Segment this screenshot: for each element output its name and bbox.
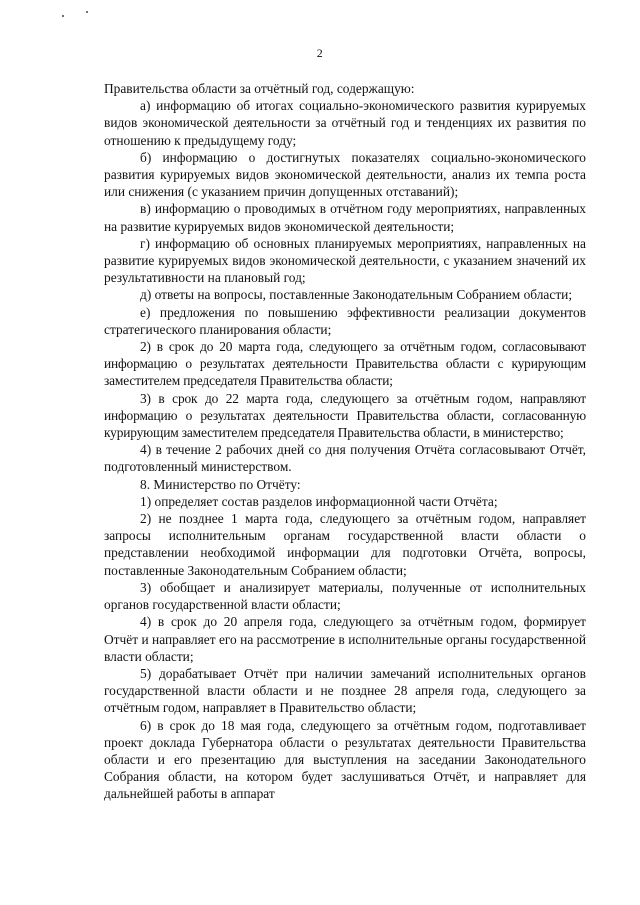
paragraph-section8-item-6: 6) в срок до 18 мая года, следующего за отчётным годом, подготавливает проект доклада Губернатора области о результатах деятельности Правительства области и его презентацию для выступления на заседании Законодательного Собрания области, на котором будет заслушиваться Отчёт, и направляет для дальнейшей работы в аппарат — [104, 717, 586, 802]
paragraph-item-d: д) ответы на вопросы, поставленные Законодательным Собранием области; — [140, 287, 573, 303]
paragraph-continuation: Правительства области за отчётный год, содержащую: — [104, 81, 415, 96]
paragraph-section8-item-1: 1) определяет состав разделов информационной части Отчёта; — [140, 493, 498, 509]
paragraph-item-3: 3) в срок до 22 марта года, следующего за отчётным годом, направляют информацию о результатах деятельности Правительства области, согласованную курирующим заместителем председателя Правительства области, в министерство; — [104, 390, 586, 441]
scan-artifact-dot — [62, 15, 64, 17]
paragraph-item-g: г) информацию об основных планируемых мероприятиях, направленных на развитие курируемых видов экономической деятельности, с указанием значений их результативности на плановый год; — [104, 235, 586, 286]
paragraph-item-4: 4) в течение 2 рабочих дней со дня получения Отчёта согласовывают Отчёт, подготовленный министерством. — [104, 442, 586, 475]
paragraph-item-v: в) информацию о проводимых в отчётном году мероприятиях, направленных на развитие курируемых видов экономической деятельности; — [104, 201, 586, 234]
document-body — [104, 80, 586, 803]
paragraph-item-2: 2) в срок до 20 марта года, следующего за отчётным годом, согласовывают информацию о результатах деятельности Правительства области с курирующим заместителем председателя Правительства области; — [104, 339, 586, 389]
paragraph-item-b: б) информацию о достигнутых показателях социально-экономического развития курируемых видов экономической деятельности, анализ их темпа роста или снижения (с указанием причин допущенных отставаний); — [104, 149, 586, 200]
paragraph-section8-item-5: 5) дорабатывает Отчёт при наличии замечаний исполнительных органов государственной власти области и не позднее 28 апреля года, следующего за отчётным годом, направляет в Правительство области; — [104, 665, 586, 716]
paragraph-section8-item-3: 3) обобщает и анализирует материалы, полученные от исполнительных органов государственной власти области; — [104, 579, 586, 613]
section-heading-8: 8. Министерство по Отчёту: — [140, 476, 301, 492]
paragraph-item-e: е) предложения по повышению эффективности реализации документов стратегического планирования области; — [104, 304, 586, 337]
scan-artifact-dot — [86, 11, 88, 13]
paragraph-section8-item-4: 4) в срок до 20 апреля года, следующего за отчётным годом, формирует Отчёт и направляет его на рассмотрение в исполнительные органы государственной власти области; — [104, 614, 586, 664]
page-number: 2 — [316, 46, 324, 60]
paragraph-item-a: а) информацию об итогах социально-экономического развития курируемых видов экономической деятельности за отчётный год и тенденциях их развития по отношению к предыдущему году; — [104, 98, 586, 148]
paragraph-section8-item-2: 2) не позднее 1 марта года, следующего за отчётным годом, направляет запросы исполнительным органам государственной власти области о представлении необходимой информации для подготовки Отчёта, вопросы, поставленные Законодательным Собранием области; — [104, 511, 586, 578]
